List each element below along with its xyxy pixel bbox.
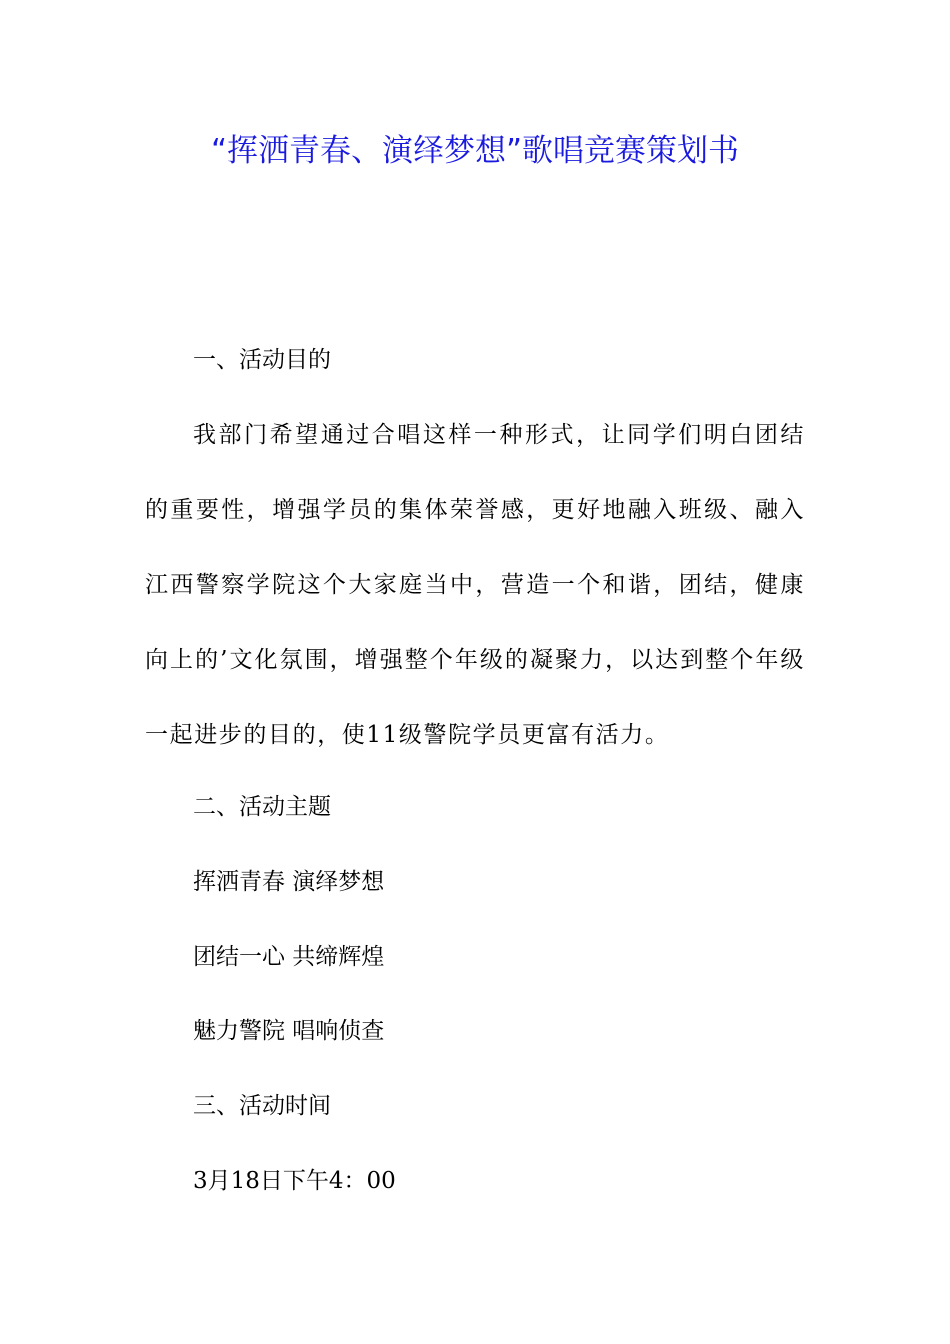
document-title: “挥洒青春、演绎梦想”歌唱竞赛策划书	[210, 133, 740, 169]
theme-line-1: 挥洒青春 演绎梦想	[193, 869, 385, 895]
theme-line-3: 魅力警院 唱响侦查	[193, 1018, 385, 1044]
section-paragraph-purpose: 我部门希望通过合唱这样一种形式，让同学们明白团结的重要性，增强学员的集体荣誉感，更好地融入班级、融入江西警察学院这个大家庭当中，营造一个和谐，团结，健康向上的’文化氛围，增强整个年级的凝聚力，以达到整个年级一起进步的目的，使11级警院学员更富有活力。	[145, 422, 805, 748]
section-heading-purpose: 一、活动目的	[193, 347, 331, 373]
section-heading-theme: 二、活动主题	[193, 794, 331, 820]
activity-time-line: 3月18日下午4：00	[193, 1168, 396, 1194]
section-heading-time: 三、活动时间	[193, 1093, 331, 1119]
theme-line-2: 团结一心 共缔辉煌	[193, 944, 385, 970]
